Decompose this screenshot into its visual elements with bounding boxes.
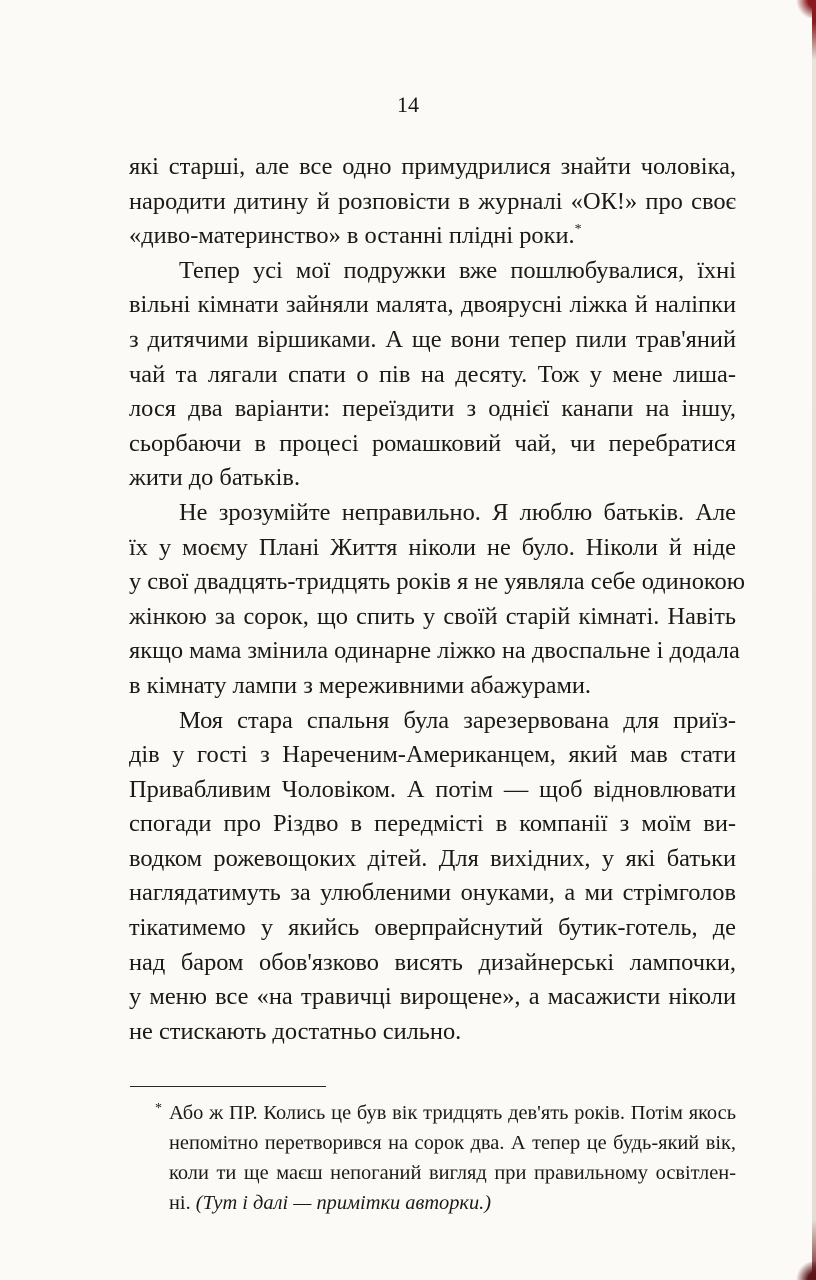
text-line: які старші, але все одно примудрилися знайти чоловіка, bbox=[129, 153, 736, 180]
text-line: не стискають достатньо сильно. bbox=[129, 1017, 462, 1045]
text-line: Тепер усі мої подружки вже пошлюбувалися, їхні bbox=[179, 256, 736, 284]
footnote-divider bbox=[130, 1086, 326, 1087]
text-line: народити дитину й розповісти в журналі «ОК!» про своє bbox=[129, 187, 736, 215]
text-line: дів у гості з Нареченим-Американцем, який мав стати bbox=[129, 741, 736, 769]
text-line: чай та лягали спати о пів на десяту. Тож у мене лиша- bbox=[129, 360, 736, 388]
footnote-line-text: ні. bbox=[169, 1192, 196, 1214]
text-line: якщо мама змінила одинарне ліжко на двоспальне і додала bbox=[129, 637, 740, 665]
text-line: з дитячими віршиками. А ще вони тепер пили трав'яний bbox=[129, 325, 736, 353]
cover-corner-bottom bbox=[786, 1262, 816, 1280]
author-note: (Тут і далі — примітки авторки.) bbox=[195, 1192, 492, 1214]
footnote-line bbox=[129, 1188, 736, 1218]
text-line: тікатимемо у якийсь оверпрайснутий бутик-готель, де bbox=[129, 914, 736, 942]
cover-corner-top bbox=[786, 0, 816, 18]
text-line: Моя стара спальня була зарезервована для приїз- bbox=[179, 706, 736, 734]
text-line: у меню все «на травичці вирощене», а масажисти ніколи bbox=[129, 983, 736, 1011]
text-line: жінкою за сорок, що спить у своїй старій кімнаті. Навіть bbox=[129, 602, 736, 630]
footnote-line: непомітно перетворився на сорок два. А тепер це будь-який вік, bbox=[169, 1132, 736, 1154]
text-line: над баром обов'язково висять дизайнерські лампочки, bbox=[129, 948, 736, 976]
text-line-content: «диво-материнство» в останні плідні роки. bbox=[129, 222, 575, 250]
page-number: 14 bbox=[397, 92, 419, 117]
text-line: вільні кімнати зайняли малята, двоярусні ліжка й наліпки bbox=[129, 291, 736, 319]
body-text bbox=[129, 150, 745, 1049]
footnote-reference: * bbox=[574, 222, 582, 238]
text-line: водком рожевощоких дітей. Для вихідних, у які батьки bbox=[129, 844, 736, 872]
text-line bbox=[129, 219, 736, 254]
text-line: жити до батьків. bbox=[129, 464, 301, 492]
footnote-mark: * bbox=[155, 1101, 162, 1116]
text-line: їх у моєму Плані Життя ніколи не було. Ніколи й ніде bbox=[129, 533, 736, 561]
text-line: спогади про Різдво в передмісті в компанії з моїм ви- bbox=[129, 810, 736, 838]
text-line: наглядатимуть за улюбленими онуками, а ми стрімголов bbox=[129, 879, 736, 907]
text-line: у свої двадцять-тридцять років я не уявляла себе одинокою bbox=[129, 568, 745, 596]
page-edge bbox=[812, 0, 816, 1280]
text-line: сьорбаючи в процесі ромашковий чай, чи перебратися bbox=[129, 429, 736, 457]
text-line: в кімнату лампи з мереживними абажурами. bbox=[129, 671, 592, 699]
text-line: Привабливим Чоловіком. А потім — щоб відновлювати bbox=[129, 775, 736, 803]
text-line: Не зрозумійте неправильно. Я люблю батьків. Але bbox=[179, 498, 736, 526]
footnote-line: коли ти ще маєш непоганий вигляд при правильному освітлен- bbox=[169, 1162, 736, 1184]
footnote-line: Або ж ПР. Колись це був вік тридцять дев'ять років. Потім якось bbox=[169, 1102, 736, 1124]
text-line: лося два варіанти: переїздити з однієї канапи на іншу, bbox=[129, 395, 736, 423]
footnote bbox=[129, 1098, 736, 1218]
